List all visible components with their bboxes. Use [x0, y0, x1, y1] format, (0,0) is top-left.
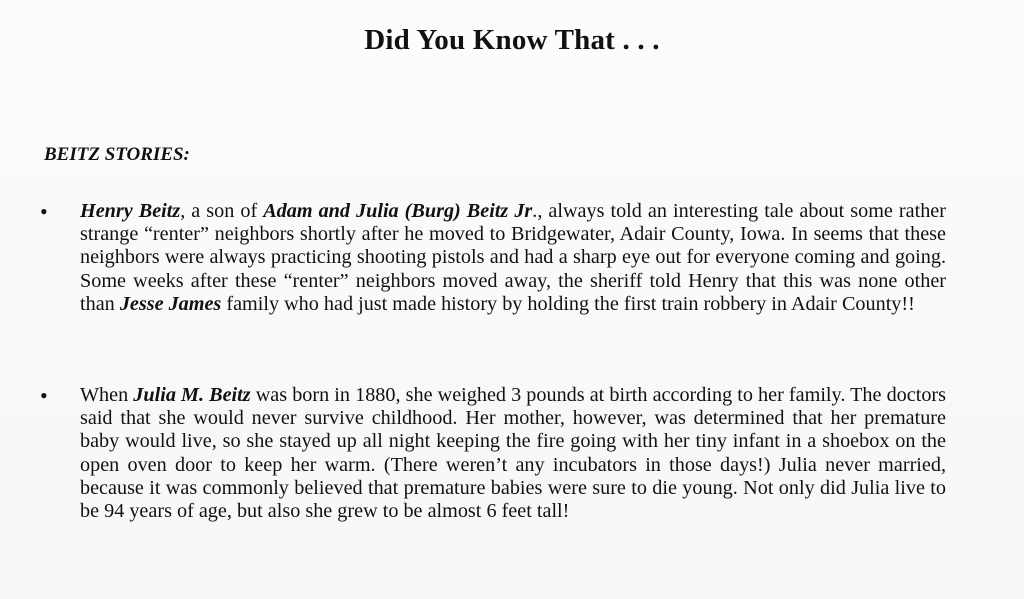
name-julia-m-beitz: Julia M. Beitz: [133, 384, 251, 406]
text-segment: When: [80, 384, 134, 406]
story-paragraph-henry: [80, 200, 946, 316]
section-heading: BEITZ STORIES:: [44, 144, 190, 165]
text-segment: was born in 1880, she weighed 3 pounds at birth according to her family. The doctors said that she would never survive childhood. Her mother, however, was determined that her premature baby would live, so she stayed up all night keeping the fire going with her tiny infant in a shoebox on the open oven door to keep her warm. (There weren’t any incubators in those days!) Julia never married, because it was commonly believed that premature babies were sure to die young. Not only did Julia live to be 94 years of age, but also she grew to be almost 6 feet tall!: [80, 384, 946, 523]
text-segment: family who had just made history by holding the first train robbery in Adair County!!: [221, 292, 915, 315]
bullet-icon: •: [40, 199, 48, 224]
page-title: Did You Know That . . .: [364, 24, 660, 56]
name-henry-beitz: Henry Beitz: [80, 200, 181, 222]
bullet-icon: •: [40, 383, 48, 408]
story-paragraph-julia: [80, 384, 946, 523]
text-segment: ., always told an interesting tale about some rather strange “renter” neighbors shortly after he moved to Bridgewater, Adair County, Iowa. In seems that these neighbors were always practicing shooting pistols and had a sharp eye out for everyone coming and going. Some weeks after these “renter” neighbors moved away, the sheriff told Henry that this was none other than: [80, 200, 946, 315]
text-segment: , a son of: [180, 200, 264, 222]
name-jesse-james: Jesse James: [119, 292, 222, 315]
name-adam-julia-beitz: Adam and Julia (Burg) Beitz Jr: [263, 200, 533, 222]
